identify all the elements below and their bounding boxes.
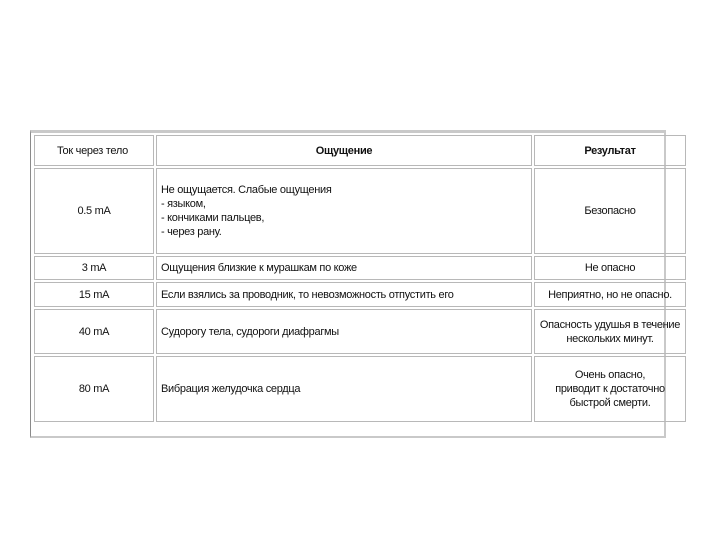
- cell-result: [534, 256, 686, 280]
- result-line: Безопасно: [584, 205, 636, 217]
- result-line: нескольких минут.: [566, 332, 654, 345]
- header-current: Ток через тело: [34, 135, 154, 166]
- cell-result: [534, 168, 686, 254]
- table-row: [34, 282, 686, 307]
- cell-result: [534, 356, 686, 422]
- result-line: Опасность удушья в течение: [539, 318, 681, 331]
- cell-sensation: [156, 282, 532, 307]
- sensation-line: Если взялись за проводник, то невозможность отпустить его: [161, 288, 454, 301]
- table-row: [34, 256, 686, 280]
- sensation-line: Ощущения близкие к мурашкам по коже: [161, 262, 357, 274]
- cell-current: 15 mA: [34, 282, 154, 307]
- cell-sensation: [156, 309, 532, 354]
- result-line: Неприятно, но не опасно.: [548, 288, 672, 301]
- cell-sensation: [156, 256, 532, 280]
- sensation-line: Вибрация желудочка сердца: [161, 383, 301, 395]
- sensation-line: - кончиками пальцев,: [161, 212, 265, 224]
- sensation-line: - через рану.: [161, 226, 222, 238]
- table-row: [34, 168, 686, 254]
- table-row: [34, 356, 686, 422]
- sensation-line: Не ощущается. Слабые ощущения: [161, 184, 332, 196]
- cell-result: [534, 309, 686, 354]
- result-line: быстрой смерти.: [569, 397, 651, 409]
- cell-current: 0.5 mA: [34, 168, 154, 254]
- cell-current: 80 mA: [34, 356, 154, 422]
- result-line: Не опасно: [584, 262, 636, 274]
- cell-sensation: [156, 356, 532, 422]
- table-row: [34, 309, 686, 354]
- result-line: приводит к достаточно: [555, 383, 665, 395]
- table-header-row: [34, 135, 686, 166]
- current-effects-table: [32, 133, 688, 424]
- cell-current: 40 mA: [34, 309, 154, 354]
- sensation-line: - языком,: [161, 198, 206, 210]
- sensation-line: Судорогу тела, судороги диафрагмы: [161, 325, 339, 338]
- cell-current: 3 mA: [34, 256, 154, 280]
- result-line: Очень опасно,: [574, 369, 646, 381]
- header-result: Результат: [534, 135, 686, 166]
- header-sensation: Ощущение: [156, 135, 532, 166]
- cell-sensation: [156, 168, 532, 254]
- cell-result: [534, 282, 686, 307]
